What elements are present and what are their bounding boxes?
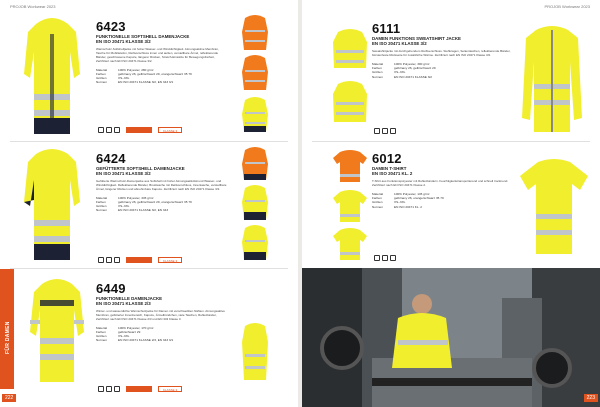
page-number: 222 — [2, 394, 16, 402]
feature-badge — [126, 386, 152, 392]
product-title: FUNKTIONELLE SOFTSHELL DAMENJACKE EN ISO 20471 KLASSE 3/2 — [96, 34, 190, 45]
product-specs: Material 100% Polyester, 170 g/m² Farben gelb/schwarz 29 Größen XS–3XL Normen EN ISO 20471 KLASSE 2/3, EN 343 3/1 — [96, 326, 174, 343]
product-6449 — [96, 282, 228, 343]
class-badge: KLASSE 3 — [158, 257, 182, 263]
product-color-variants — [240, 322, 270, 384]
product-title: DAMEN T-SHIRT EN ISO 20471 KL. 2 — [372, 166, 413, 177]
product-6111 — [372, 22, 512, 79]
product-image-6424 — [14, 146, 90, 264]
feature-badge — [126, 127, 152, 133]
bleach-icon — [106, 127, 112, 133]
category-label: FÜR DAMEN — [5, 321, 11, 354]
product-description: T-Shirt aus Funktionspolyester mit Reflexbändern. Feuchtigkeitstransportierend und schnell trocknend. Zertifiziert nach EN ISO 20471 Klasse 2. — [372, 179, 509, 188]
feature-badge — [126, 257, 152, 263]
class-badge: KLASSE 3 — [158, 386, 182, 392]
divider — [312, 141, 590, 142]
page-header: PROJOB Workwear 2023 — [544, 4, 590, 9]
care-icons — [98, 127, 182, 133]
product-number: 6424 — [96, 151, 126, 166]
dry-icon — [114, 386, 120, 392]
product-6424 — [96, 152, 228, 213]
product-image-6012 — [516, 156, 592, 258]
product-color-variants — [332, 148, 368, 262]
product-image-6111 — [514, 22, 590, 138]
care-icons — [98, 386, 182, 392]
product-description: Gefütterte Warnschutz-Damenjacke aus Softshell mit hoher Atmungsaktivität und Wasser- und Winddichtigkeit. Reflektierende Bänder, Brusttasche mit Reißverschluss, Innentasche, verstellbare Ärmel, längerer Rücken und abnehmbare Kapuze. Zertifiziert nach EN ISO 20471 Klasse 3/2. — [96, 179, 227, 192]
right-page — [302, 0, 600, 407]
product-title: DAMEN FUNKTIONS SWEATSHIRT JACKE EN ISO 20471 KLASSE 3/2 — [372, 36, 461, 47]
care-icons — [374, 255, 396, 261]
product-specs: Material 100% Polyester, 280 g/m² Farben gelb/navy 26, gelb/schwarz 29, orange/schwarz 35 79 Größen XS–3XL Normen EN ISO 20471 KLASSE 3/2, EN 343 3/1 — [96, 68, 192, 85]
bleach-icon — [106, 257, 112, 263]
divider — [10, 268, 288, 269]
product-6012 — [372, 152, 512, 209]
product-color-variants — [330, 28, 370, 128]
class-badge: KLASSE 3 — [158, 127, 182, 133]
product-description: Warnschutz-Softshelljacke mit hoher Wasser- und Winddichtigkeit. Atmungsaktive Membran, Tasche für Mobiltelefon, Reißverschluss innen und außen, verstellbare Ärmel, reflektierende Bänder, geschlossene Kapuze, längerer Rücken, Stretch-Einsätze für Bewegungsfreiheit, Zertifiziert nach EN ISO 20471 Klasse 3/2. — [96, 47, 219, 64]
product-specs: Material 100% Polyester, 345 g/m² Farben gelb/navy 26, gelb/schwarz 29, orange/schwarz 35 79 Größen XS–3XL Normen EN ISO 20471 KLASSE 3/2, EN 343 — [96, 196, 192, 213]
bleach-icon — [382, 128, 388, 134]
bleach-icon — [106, 386, 112, 392]
wash-icon — [98, 386, 104, 392]
product-description: Winter- und wasserdichte Warnschutzjacke für Damen mit verschweißten Nähten. Atmungsaktive Membran, gefütterter Innenbereich, Kapuze, Ärmelbündchen, viele Taschen, Reflexbänder, Zertifiziert nach EN ISO 20471 Klasse 2/3 und EN 343 Klasse 3. — [96, 309, 225, 322]
left-page — [0, 0, 298, 407]
product-image-6423 — [14, 14, 90, 138]
product-title: FUNKTIONELLE DAMENJACKE EN ISO 20471 KLASSE 2/3 — [96, 296, 163, 307]
page-number: 223 — [584, 394, 598, 402]
lifestyle-photo — [302, 268, 600, 407]
product-color-variants — [240, 14, 270, 138]
bleach-icon — [382, 255, 388, 261]
product-6423 — [96, 20, 228, 84]
page-header: PROJOB Workwear 2023 — [10, 4, 56, 9]
wash-icon — [374, 255, 380, 261]
product-color-variants — [240, 146, 270, 264]
wash-icon — [98, 127, 104, 133]
dry-icon — [390, 255, 396, 261]
product-number: 6111 — [372, 21, 401, 36]
dry-icon — [390, 128, 396, 134]
care-icons — [98, 257, 182, 263]
product-number: 6449 — [96, 281, 126, 296]
product-number: 6423 — [96, 19, 126, 34]
divider — [10, 141, 288, 142]
product-specs: Material 100% Polyester, 145 g/m² Farben gelb/navy 26, orange/schwarz 35 79 Größen XS–3XL Normen EN ISO 20471 KL. 2 — [372, 192, 444, 209]
product-number: 6012 — [372, 151, 402, 166]
product-image-6449 — [22, 276, 92, 388]
product-title: GEFÜTTERTE SOFTSHELL DAMENJACKE EN ISO 20471 KLASSE 3/2 — [96, 166, 185, 177]
wash-icon — [374, 128, 380, 134]
dry-icon — [114, 127, 120, 133]
care-icons — [374, 128, 396, 134]
product-specs: Material 100% Polyester, 300 g/m² Farben gelb/navy 26, gelb/schwarz 29 Größen XS–3XL Normen EN ISO 20471 KLASSE 3/2 — [372, 62, 436, 79]
wash-icon — [98, 257, 104, 263]
dry-icon — [114, 257, 120, 263]
product-description: Sweatshirtjacke mit durchgehendem Reißverschluss. Stehkragen, Seitentaschen, reflektierende Bänder, bürstenfeste Rückseite für zusätzliche Wärme. Zertifiziert nach EN ISO 20471 Klasse 3/2. — [372, 49, 511, 58]
